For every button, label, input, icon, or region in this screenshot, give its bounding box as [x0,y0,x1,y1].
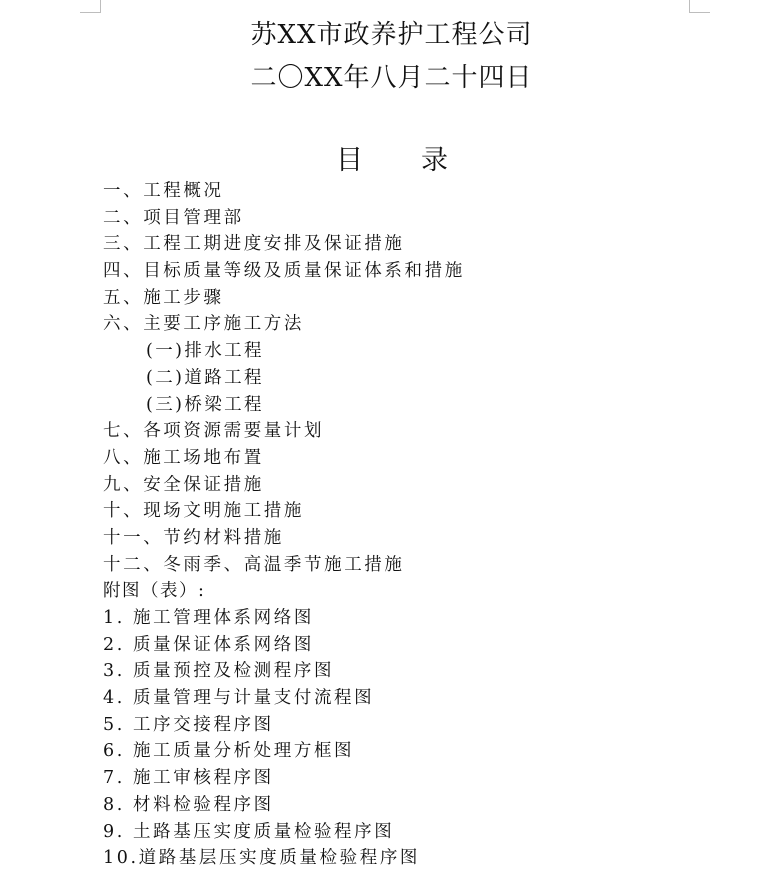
toc-item: 十一、节约材料措施 [103,527,284,548]
toc-list [103,178,465,872]
toc-item: 九、安全保证措施 [103,474,264,495]
toc-item: 6. 施工质量分析处理方框图 [103,741,355,762]
toc-item: 三、工程工期进度安排及保证措施 [103,234,405,255]
toc-item: 8. 材料检验程序图 [103,794,274,815]
company-name: 苏XX市政养护工程公司 [250,20,533,50]
toc-item: 3. 质量预控及检测程序图 [103,661,335,682]
toc-item: 附图（表）: [103,581,206,602]
margin-mark-top-right-vertical [689,0,690,13]
toc-item: (二)道路工程 [146,367,264,388]
toc-item: 5. 工序交接程序图 [103,714,274,735]
toc-item: (三)桥梁工程 [146,394,264,415]
margin-mark-top-left-vertical [100,0,101,13]
toc-item: 4. 质量管理与计量支付流程图 [103,688,375,709]
toc-title-char: 录 [421,145,448,176]
toc-item: 五、施工步骤 [103,287,224,308]
toc-item: 1. 施工管理体系网络图 [103,608,314,628]
toc-item: 二、项目管理部 [103,207,244,228]
margin-mark-top-right [690,12,710,13]
toc-title [336,138,448,177]
toc-item: 七、各项资源需要量计划 [103,421,325,442]
toc-item: 八、施工场地布置 [103,447,264,468]
toc-item: (一)排水工程 [146,341,264,362]
toc-item: 2. 质量保证体系网络图 [103,634,314,655]
toc-item: 10.道路基层压实度质量检验程序图 [103,848,421,869]
document-date: 二〇XX年八月二十四日 [250,63,533,93]
toc-item: 一、工程概况 [103,181,224,201]
toc-item: 六、主要工序施工方法 [103,314,304,335]
toc-item: 四、目标质量等级及质量保证体系和措施 [103,261,465,282]
toc-item: 9. 土路基压实度质量检验程序图 [103,821,395,842]
margin-mark-top-left [80,12,100,13]
toc-item: 7. 施工审核程序图 [103,768,274,789]
toc-item: 十二、冬雨季、高温季节施工措施 [103,554,405,575]
toc-title-char: 目 [336,145,363,176]
toc-item: 十、现场文明施工措施 [103,501,304,522]
